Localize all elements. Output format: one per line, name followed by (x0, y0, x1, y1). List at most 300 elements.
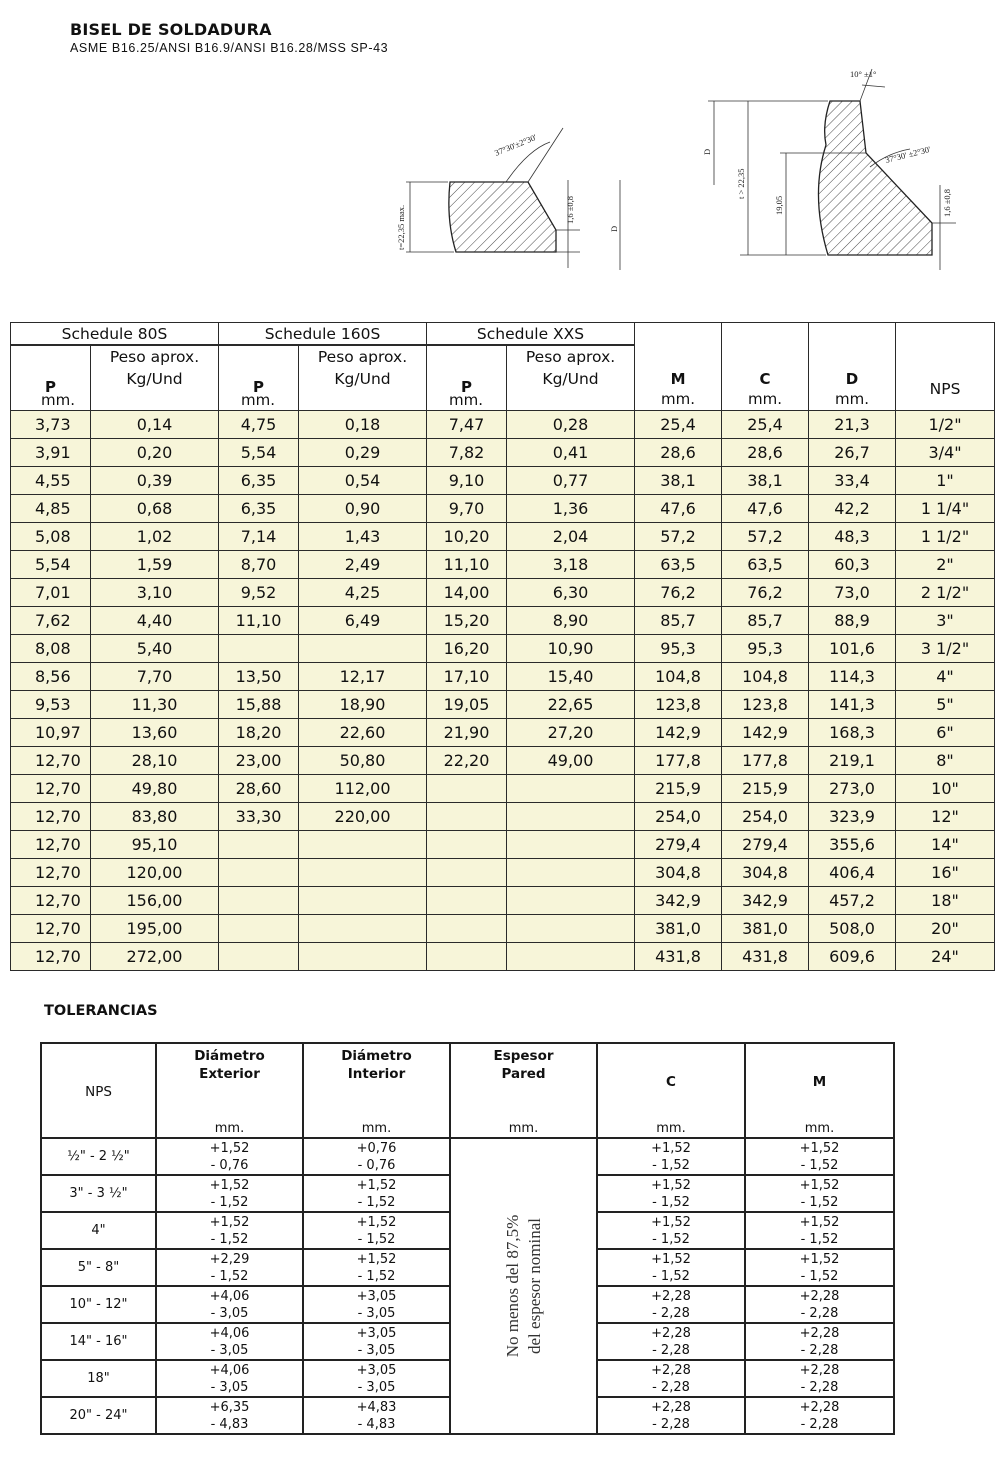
cell-m: 28,6 (635, 439, 722, 467)
cell-m: 95,3 (635, 635, 722, 663)
tol-outer-diameter-cell (156, 1286, 303, 1323)
right-height-label: 19,05 (774, 195, 784, 215)
cell-c: 123,8 (722, 691, 809, 719)
cell-peso-160s: 22,60 (299, 719, 427, 747)
tol-nps-cell: 20" - 24" (41, 1397, 156, 1434)
cell-p-xxs: 17,10 (427, 663, 507, 691)
cell-p-xxs (427, 887, 507, 915)
table-row (11, 719, 995, 747)
cell-p-160s: 13,50 (219, 663, 299, 691)
tol-inner-diameter-cell-plus: +0,76 (356, 1140, 397, 1156)
tol-inner-diameter-cell-minus: - 3,05 (357, 1379, 396, 1395)
cell-peso-xxs: 22,65 (507, 691, 635, 719)
tol-inner-diameter-cell (303, 1138, 450, 1175)
tol-outer-diameter-cell-minus: - 3,05 (210, 1379, 249, 1395)
cell-peso-80s: 5,40 (91, 635, 219, 663)
cell-peso-160s: 6,49 (299, 607, 427, 635)
cell-p-160s: 33,30 (219, 803, 299, 831)
cell-peso-160s: 2,49 (299, 551, 427, 579)
cell-d: 323,9 (809, 803, 896, 831)
tol-inner-diameter-cell-minus: - 0,76 (357, 1157, 396, 1173)
cell-c: 254,0 (722, 803, 809, 831)
cell-peso-xxs: 0,77 (507, 467, 635, 495)
cell-c: 57,2 (722, 523, 809, 551)
land-label: 1,6 ±0,8 (565, 195, 575, 224)
schedule-80s-header: Schedule 80S (11, 323, 219, 346)
tol-inner-diameter-cell (303, 1286, 450, 1323)
cell-d: 48,3 (809, 523, 896, 551)
tol-inner-diameter-cell (303, 1397, 450, 1434)
tol-outer-diameter-cell-minus: - 3,05 (210, 1305, 249, 1321)
cell-p-160s (219, 887, 299, 915)
tol-m-cell-minus: - 2,28 (800, 1379, 839, 1395)
cell-p-xxs (427, 859, 507, 887)
cell-c: 431,8 (722, 943, 809, 971)
cell-peso-160s: 0,90 (299, 495, 427, 523)
cell-p-80s: 4,55 (11, 467, 91, 495)
tol-m-cell (745, 1249, 894, 1286)
cell-peso-80s: 0,14 (91, 411, 219, 439)
cell-p-xxs: 14,00 (427, 579, 507, 607)
table-row (11, 663, 995, 691)
p-header-80s: P mm. (11, 345, 91, 411)
cell-nps: 14" (896, 831, 995, 859)
tol-m-cell-plus: +1,52 (799, 1177, 840, 1193)
tol-c-cell-minus: - 1,52 (652, 1268, 690, 1284)
cell-p-xxs (427, 915, 507, 943)
tol-outer-diameter-cell-minus: - 4,83 (210, 1416, 249, 1432)
tol-outer-diameter-cell-plus: +1,52 (209, 1177, 250, 1193)
cell-p-80s: 7,62 (11, 607, 91, 635)
cell-d: 457,2 (809, 887, 896, 915)
cell-peso-xxs: 10,90 (507, 635, 635, 663)
cell-peso-160s (299, 943, 427, 971)
cell-p-80s: 12,70 (11, 887, 91, 915)
tol-c-cell-plus: +1,52 (651, 1177, 691, 1193)
tol-c-cell (597, 1323, 745, 1360)
tol-outer-diameter-cell (156, 1397, 303, 1434)
cell-p-xxs (427, 831, 507, 859)
tol-m-cell (745, 1286, 894, 1323)
cell-p-xxs: 19,05 (427, 691, 507, 719)
cell-peso-xxs (507, 831, 635, 859)
tol-m-cell (745, 1397, 894, 1434)
schedule-dimensions-table (10, 322, 995, 971)
cell-peso-80s: 11,30 (91, 691, 219, 719)
cell-nps: 16" (896, 859, 995, 887)
tol-m-cell-plus: +2,28 (799, 1399, 840, 1415)
cell-m: 25,4 (635, 411, 722, 439)
cell-p-xxs (427, 943, 507, 971)
cell-p-xxs: 7,47 (427, 411, 507, 439)
cell-m: 279,4 (635, 831, 722, 859)
cell-peso-xxs (507, 803, 635, 831)
tol-inner-diameter-cell-plus: +3,05 (356, 1288, 397, 1304)
table-row (11, 579, 995, 607)
cell-p-160s (219, 915, 299, 943)
cell-m: 254,0 (635, 803, 722, 831)
tol-c-cell-minus: - 1,52 (652, 1231, 690, 1247)
cell-peso-xxs: 0,41 (507, 439, 635, 467)
cell-c: 279,4 (722, 831, 809, 859)
tol-outer-diameter-cell-minus: - 1,52 (210, 1231, 249, 1247)
cell-m: 47,6 (635, 495, 722, 523)
cell-nps: 12" (896, 803, 995, 831)
schedule-160s-header: Schedule 160S (219, 323, 427, 346)
tol-inner-diameter-cell-plus: +4,83 (356, 1399, 397, 1415)
cell-m: 381,0 (635, 915, 722, 943)
right-diameter-label: D (702, 148, 712, 155)
cell-p-160s: 11,10 (219, 607, 299, 635)
cell-peso-80s: 7,70 (91, 663, 219, 691)
cell-c: 95,3 (722, 635, 809, 663)
cell-peso-160s (299, 887, 427, 915)
cell-p-80s: 12,70 (11, 859, 91, 887)
tol-outer-diameter-cell (156, 1249, 303, 1286)
cell-peso-160s: 220,00 (299, 803, 427, 831)
tol-nps-cell: 10" - 12" (41, 1286, 156, 1323)
tol-outer-diameter-cell-plus: +1,52 (209, 1214, 250, 1230)
cell-peso-160s (299, 831, 427, 859)
table-row (11, 495, 995, 523)
tol-m-cell-minus: - 1,52 (800, 1268, 839, 1284)
cell-peso-xxs: 3,18 (507, 551, 635, 579)
cell-p-80s: 8,08 (11, 635, 91, 663)
cell-d: 60,3 (809, 551, 896, 579)
cell-nps: 1" (896, 467, 995, 495)
cell-d: 88,9 (809, 607, 896, 635)
cell-nps: 3" (896, 607, 995, 635)
cell-peso-80s: 0,20 (91, 439, 219, 467)
tol-m-cell-plus: +1,52 (799, 1214, 840, 1230)
tol-m-cell-minus: - 2,28 (800, 1305, 839, 1321)
cell-p-160s: 7,14 (219, 523, 299, 551)
cell-d: 609,6 (809, 943, 896, 971)
cell-m: 85,7 (635, 607, 722, 635)
tol-m-cell-minus: - 2,28 (800, 1416, 839, 1432)
tol-m-cell-plus: +2,28 (799, 1325, 840, 1341)
cell-peso-80s: 1,59 (91, 551, 219, 579)
cell-peso-80s: 49,80 (91, 775, 219, 803)
cell-c: 76,2 (722, 579, 809, 607)
tol-c-cell-minus: - 2,28 (652, 1416, 690, 1432)
tol-outer-diameter-cell-minus: - 3,05 (210, 1342, 249, 1358)
cell-c: 38,1 (722, 467, 809, 495)
tol-m-cell (745, 1360, 894, 1397)
cell-c: 342,9 (722, 887, 809, 915)
cell-m: 342,9 (635, 887, 722, 915)
cell-d: 219,1 (809, 747, 896, 775)
table-row (11, 747, 995, 775)
cell-d: 355,6 (809, 831, 896, 859)
cell-p-80s: 12,70 (11, 747, 91, 775)
tol-wall-thickness-note (450, 1138, 597, 1434)
wall-note-line1: No menos del 87,5% (502, 1214, 522, 1358)
cell-m: 104,8 (635, 663, 722, 691)
cell-p-xxs: 10,20 (427, 523, 507, 551)
tol-inner-diameter-cell-plus: +3,05 (356, 1325, 397, 1341)
tol-outer-diameter-cell-plus: +4,06 (209, 1325, 250, 1341)
tol-c-cell (597, 1360, 745, 1397)
tol-outer-diameter-cell (156, 1175, 303, 1212)
table-row (11, 803, 995, 831)
tol-outer-diameter-cell (156, 1323, 303, 1360)
cell-p-80s: 5,08 (11, 523, 91, 551)
peso-header-160s: Peso aprox. Kg/Und (299, 345, 427, 411)
cell-d: 508,0 (809, 915, 896, 943)
tol-m-header: M mm. (745, 1043, 894, 1138)
cell-peso-xxs (507, 887, 635, 915)
cell-peso-160s: 0,54 (299, 467, 427, 495)
cell-peso-80s: 0,39 (91, 467, 219, 495)
cell-d: 168,3 (809, 719, 896, 747)
cell-peso-160s: 0,29 (299, 439, 427, 467)
tol-m-cell-plus: +2,28 (799, 1362, 840, 1378)
thickness-label: t=22,35 max. (396, 204, 406, 250)
tol-outer-diameter-cell-plus: +4,06 (209, 1288, 250, 1304)
table-row (11, 887, 995, 915)
page-title: BISEL DE SOLDADURA (70, 20, 272, 39)
top-angle-label: 10° ±1° (850, 69, 877, 79)
cell-p-xxs: 7,82 (427, 439, 507, 467)
cell-c: 104,8 (722, 663, 809, 691)
table-row (11, 859, 995, 887)
cell-peso-xxs (507, 775, 635, 803)
table-row (11, 523, 995, 551)
cell-peso-80s: 1,02 (91, 523, 219, 551)
m-header: M mm. (635, 323, 722, 411)
tol-c-cell-plus: +1,52 (651, 1140, 691, 1156)
table-row (11, 831, 995, 859)
tol-outer-diameter-cell-minus: - 1,52 (210, 1194, 249, 1210)
cell-nps: 24" (896, 943, 995, 971)
tol-outer-diameter-cell (156, 1360, 303, 1397)
cell-m: 38,1 (635, 467, 722, 495)
c-header: C mm. (722, 323, 809, 411)
cell-m: 76,2 (635, 579, 722, 607)
cell-p-80s: 3,91 (11, 439, 91, 467)
cell-peso-160s: 12,17 (299, 663, 427, 691)
table-row (11, 943, 995, 971)
cell-nps: 10" (896, 775, 995, 803)
cell-p-80s: 8,56 (11, 663, 91, 691)
table-row (11, 439, 995, 467)
wall-note-line2: del espesor nominal (524, 1218, 544, 1354)
tol-inner-diameter-cell-minus: - 1,52 (357, 1194, 396, 1210)
cell-nps: 20" (896, 915, 995, 943)
tol-outer-diameter-header: Diámetro Exterior mm. (156, 1043, 303, 1138)
cell-peso-xxs (507, 943, 635, 971)
cell-peso-80s: 156,00 (91, 887, 219, 915)
cell-peso-xxs (507, 859, 635, 887)
tol-outer-diameter-cell-plus: +2,29 (209, 1251, 250, 1267)
tol-c-cell-plus: +1,52 (651, 1214, 691, 1230)
tol-c-cell (597, 1397, 745, 1434)
tol-m-cell (745, 1175, 894, 1212)
table-row (11, 551, 995, 579)
tol-wall-thickness-header: Espesor Pared mm. (450, 1043, 597, 1138)
tol-inner-diameter-cell-minus: - 3,05 (357, 1305, 396, 1321)
tol-outer-diameter-cell-plus: +1,52 (209, 1140, 250, 1156)
cell-c: 381,0 (722, 915, 809, 943)
tolerances-title: TOLERANCIAS (44, 1003, 158, 1019)
cell-p-80s: 7,01 (11, 579, 91, 607)
tol-m-cell (745, 1323, 894, 1360)
tol-m-cell-minus: - 1,52 (800, 1157, 839, 1173)
cell-p-80s: 12,70 (11, 943, 91, 971)
cell-p-80s: 5,54 (11, 551, 91, 579)
right-land-label: 1,6 ±0,8 (942, 188, 952, 217)
table-row (11, 775, 995, 803)
tol-m-cell-minus: - 2,28 (800, 1342, 839, 1358)
cell-peso-160s: 18,90 (299, 691, 427, 719)
tol-inner-diameter-cell-minus: - 1,52 (357, 1231, 396, 1247)
tol-nps-cell: 18" (41, 1360, 156, 1397)
cell-peso-160s (299, 859, 427, 887)
cell-p-xxs: 22,20 (427, 747, 507, 775)
tol-inner-diameter-cell-minus: - 1,52 (357, 1268, 396, 1284)
tol-inner-diameter-cell-plus: +1,52 (356, 1177, 397, 1193)
cell-p-80s: 12,70 (11, 831, 91, 859)
cell-p-160s (219, 943, 299, 971)
cell-peso-160s: 0,18 (299, 411, 427, 439)
tol-outer-diameter-cell (156, 1138, 303, 1175)
cell-peso-xxs: 27,20 (507, 719, 635, 747)
tol-nps-cell: 14" - 16" (41, 1323, 156, 1360)
cell-p-80s: 3,73 (11, 411, 91, 439)
cell-p-80s: 9,53 (11, 691, 91, 719)
standards-subtitle: ASME B16.25/ANSI B16.9/ANSI B16.28/MSS SP-43 (70, 41, 389, 55)
table-row (11, 467, 995, 495)
cell-p-xxs: 16,20 (427, 635, 507, 663)
cell-peso-80s: 120,00 (91, 859, 219, 887)
tol-c-cell (597, 1138, 745, 1175)
tol-c-header: C mm. (597, 1043, 745, 1138)
cell-nps: 2 1/2" (896, 579, 995, 607)
cell-peso-160s (299, 915, 427, 943)
cell-d: 26,7 (809, 439, 896, 467)
tol-nps-cell: 5" - 8" (41, 1249, 156, 1286)
peso-header-xxs: Peso aprox. Kg/Und (507, 345, 635, 411)
tol-outer-diameter-cell-plus: +4,06 (209, 1362, 250, 1378)
cell-d: 21,3 (809, 411, 896, 439)
cell-nps: 1 1/4" (896, 495, 995, 523)
tol-c-cell (597, 1175, 745, 1212)
cell-nps: 2" (896, 551, 995, 579)
right-bevel-angle-label: 37°30' ±2°30' (884, 144, 932, 165)
right-thickness-label: t > 22,35 (736, 168, 746, 199)
cell-m: 431,8 (635, 943, 722, 971)
cell-nps: 5" (896, 691, 995, 719)
tol-c-cell (597, 1212, 745, 1249)
tol-inner-diameter-cell-minus: - 4,83 (357, 1416, 396, 1432)
tol-outer-diameter-cell-minus: - 1,52 (210, 1268, 249, 1284)
cell-peso-80s: 0,68 (91, 495, 219, 523)
cell-c: 47,6 (722, 495, 809, 523)
tol-inner-diameter-cell-plus: +3,05 (356, 1362, 397, 1378)
cell-m: 142,9 (635, 719, 722, 747)
tol-inner-diameter-cell (303, 1323, 450, 1360)
tol-outer-diameter-cell (156, 1212, 303, 1249)
tol-outer-diameter-cell-plus: +6,35 (209, 1399, 250, 1415)
cell-nps: 1 1/2" (896, 523, 995, 551)
cell-p-xxs: 15,20 (427, 607, 507, 635)
table-row (11, 411, 995, 439)
tol-c-cell-minus: - 2,28 (652, 1342, 690, 1358)
cell-c: 63,5 (722, 551, 809, 579)
cell-peso-80s: 83,80 (91, 803, 219, 831)
cell-d: 101,6 (809, 635, 896, 663)
tol-m-cell-minus: - 1,52 (800, 1194, 839, 1210)
cell-peso-xxs: 0,28 (507, 411, 635, 439)
cell-c: 142,9 (722, 719, 809, 747)
cell-peso-xxs: 15,40 (507, 663, 635, 691)
diameter-label: D (609, 225, 619, 232)
tol-inner-diameter-cell (303, 1212, 450, 1249)
cell-peso-xxs: 2,04 (507, 523, 635, 551)
cell-c: 85,7 (722, 607, 809, 635)
cell-d: 141,3 (809, 691, 896, 719)
cell-c: 25,4 (722, 411, 809, 439)
tol-c-cell-minus: - 2,28 (652, 1379, 690, 1395)
cell-peso-160s: 50,80 (299, 747, 427, 775)
cell-peso-160s: 4,25 (299, 579, 427, 607)
cell-p-80s: 4,85 (11, 495, 91, 523)
cell-peso-160s: 112,00 (299, 775, 427, 803)
cell-c: 28,6 (722, 439, 809, 467)
cell-peso-xxs: 1,36 (507, 495, 635, 523)
cell-p-xxs: 21,90 (427, 719, 507, 747)
cell-p-80s: 12,70 (11, 915, 91, 943)
cell-p-80s: 12,70 (11, 803, 91, 831)
cell-m: 63,5 (635, 551, 722, 579)
cell-c: 215,9 (722, 775, 809, 803)
cell-p-xxs (427, 803, 507, 831)
cell-peso-xxs: 8,90 (507, 607, 635, 635)
tol-inner-diameter-cell-minus: - 3,05 (357, 1342, 396, 1358)
cell-m: 177,8 (635, 747, 722, 775)
tol-inner-diameter-cell (303, 1175, 450, 1212)
table-row (11, 915, 995, 943)
cell-p-160s (219, 635, 299, 663)
tol-c-cell-plus: +2,28 (651, 1362, 691, 1378)
tol-c-cell-plus: +2,28 (651, 1288, 691, 1304)
bevel-diagram-thick-wall (700, 65, 970, 275)
cell-nps: 3 1/2" (896, 635, 995, 663)
cell-peso-80s: 272,00 (91, 943, 219, 971)
cell-p-xxs: 9,70 (427, 495, 507, 523)
tol-c-cell (597, 1286, 745, 1323)
cell-m: 215,9 (635, 775, 722, 803)
cell-p-160s: 18,20 (219, 719, 299, 747)
cell-peso-80s: 28,10 (91, 747, 219, 775)
cell-nps: 4" (896, 663, 995, 691)
peso-header-80s: Peso aprox. Kg/Und (91, 345, 219, 411)
cell-peso-160s: 1,43 (299, 523, 427, 551)
cell-d: 406,4 (809, 859, 896, 887)
cell-peso-xxs (507, 915, 635, 943)
tol-c-cell-plus: +2,28 (651, 1399, 691, 1415)
tol-c-cell-minus: - 1,52 (652, 1194, 690, 1210)
cell-p-160s: 28,60 (219, 775, 299, 803)
cell-p-160s (219, 831, 299, 859)
cell-c: 177,8 (722, 747, 809, 775)
cell-m: 304,8 (635, 859, 722, 887)
cell-m: 57,2 (635, 523, 722, 551)
cell-c: 304,8 (722, 859, 809, 887)
cell-nps: 8" (896, 747, 995, 775)
bevel-diagram-thin-wall (388, 120, 628, 275)
